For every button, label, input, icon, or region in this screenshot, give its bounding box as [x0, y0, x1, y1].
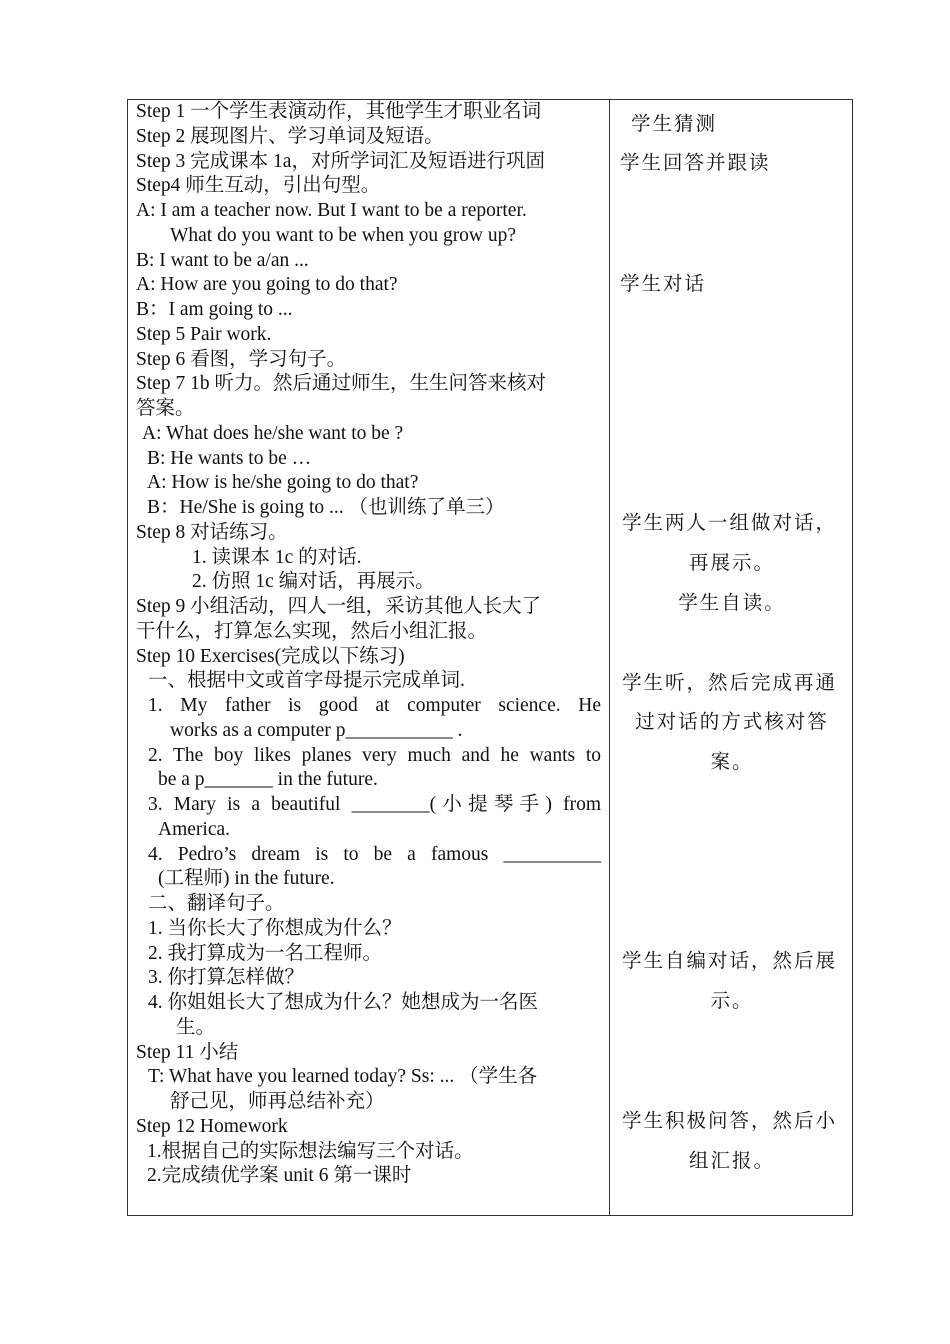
step-3: Step 3 完成课本 1a，对所学词汇及短语进行巩固 — [136, 150, 545, 172]
column-divider — [609, 99, 610, 1216]
student-note: 学生积极问答，然后小 — [622, 1111, 838, 1132]
dialogue-line: B：I am going to ... — [136, 299, 293, 320]
dialogue-line: A: What does he/she want to be ? — [142, 422, 404, 444]
dialogue-line: A: I am a teacher now. But I want to be a reporter. — [136, 200, 527, 221]
summary-line: T: What have you learned today? Ss: ... （学生各 — [148, 1066, 538, 1088]
translation-item: 4. 你姐姐长大了想成为什么？她想成为一名医 — [148, 992, 539, 1013]
translation-item-cont: 生。 — [176, 1016, 216, 1038]
teacher-activity-column — [136, 100, 601, 1189]
step-8-item: 1. 读课本 1c 的对话. — [192, 546, 362, 568]
translation-item: 1. 当你长大了你想成为什么？ — [148, 917, 402, 939]
exercise-item: 1. My father is good at computer science. He — [148, 695, 601, 716]
step-9-cont: 干什么，打算怎么实现，然后小组汇报。 — [136, 620, 488, 642]
exercise-item: 2. The boy likes planes very much and he wants to — [148, 744, 601, 766]
step-11: Step 11 小结 — [136, 1041, 239, 1063]
homework-item: 1.根据自己的实际想法编写三个对话。 — [147, 1140, 474, 1162]
exercise-item-cont: works as a computer p___________ . — [170, 719, 463, 741]
student-note: 学生回答并跟读 — [620, 153, 771, 174]
step-7-cont: 答案。 — [136, 398, 195, 419]
exercise-section-1: 一、根据中文或首字母提示完成单词. — [148, 670, 465, 692]
step-7: Step 7 1b 听力。然后通过师生，生生问答来核对 — [136, 373, 547, 395]
dialogue-line: B: He wants to be … — [147, 447, 312, 469]
step-6: Step 6 看图，学习句子。 — [136, 348, 347, 370]
exercise-item-cont: (工程师) in the future. — [158, 868, 335, 890]
step-4: Step4 师生互动，引出句型。 — [136, 175, 381, 197]
step-12: Step 12 Homework — [136, 1115, 288, 1137]
translation-item: 3. 你打算怎样做？ — [148, 967, 305, 989]
student-note: 案。 — [710, 752, 754, 773]
student-note: 学生猜测 — [631, 114, 718, 135]
student-note: 过对话的方式核对答 — [635, 712, 829, 733]
student-note: 学生听，然后完成再通 — [622, 673, 838, 694]
exercise-item: 4. Pedro’s dream is to be a famous __________ — [148, 843, 601, 865]
step-2: Step 2 展现图片、学习单词及短语。 — [136, 125, 444, 147]
student-note: 学生自编对话，然后展 — [622, 951, 838, 972]
student-note: 学生两人一组做对话， — [622, 513, 838, 534]
student-note: 组汇报。 — [688, 1151, 775, 1172]
homework-item: 2.完成绩优学案 unit 6 第一课时 — [147, 1165, 412, 1187]
dialogue-line: B：He/She is going to ... （也训练了单三） — [147, 497, 505, 518]
exercise-section-2: 二、翻译句子。 — [148, 893, 285, 914]
student-note: 示。 — [710, 991, 754, 1012]
dialogue-line: A: How are you going to do that? — [136, 274, 398, 296]
step-9: Step 9 小组活动，四人一组，采访其他人长大了 — [136, 596, 542, 617]
dialogue-line: What do you want to be when you grow up? — [170, 224, 517, 246]
step-5: Step 5 Pair work. — [136, 323, 272, 345]
student-note: 学生对话 — [620, 274, 707, 295]
exercise-item: 3. Mary is a beautiful ________(小提琴手) from — [148, 794, 601, 815]
step-10: Step 10 Exercises(完成以下练习) — [136, 645, 405, 667]
step-8: Step 8 对话练习。 — [136, 521, 288, 543]
student-note: 再展示。 — [688, 553, 775, 574]
dialogue-line: A: How is he/she going to do that? — [147, 472, 419, 494]
step-1: Step 1 一个学生表演动作，其他学生才职业名词 — [136, 101, 542, 122]
step-8-item: 2. 仿照 1c 编对话，再展示。 — [192, 571, 435, 593]
student-note: 学生自读。 — [678, 593, 786, 614]
exercise-item-cont: America. — [158, 818, 231, 840]
dialogue-line: B: I want to be a/an ... — [136, 249, 309, 271]
summary-line-cont: 舒己见，师再总结补充） — [170, 1091, 385, 1112]
translation-item: 2. 我打算成为一名工程师。 — [148, 942, 383, 964]
exercise-item-cont: be a p_______ in the future. — [158, 769, 378, 791]
